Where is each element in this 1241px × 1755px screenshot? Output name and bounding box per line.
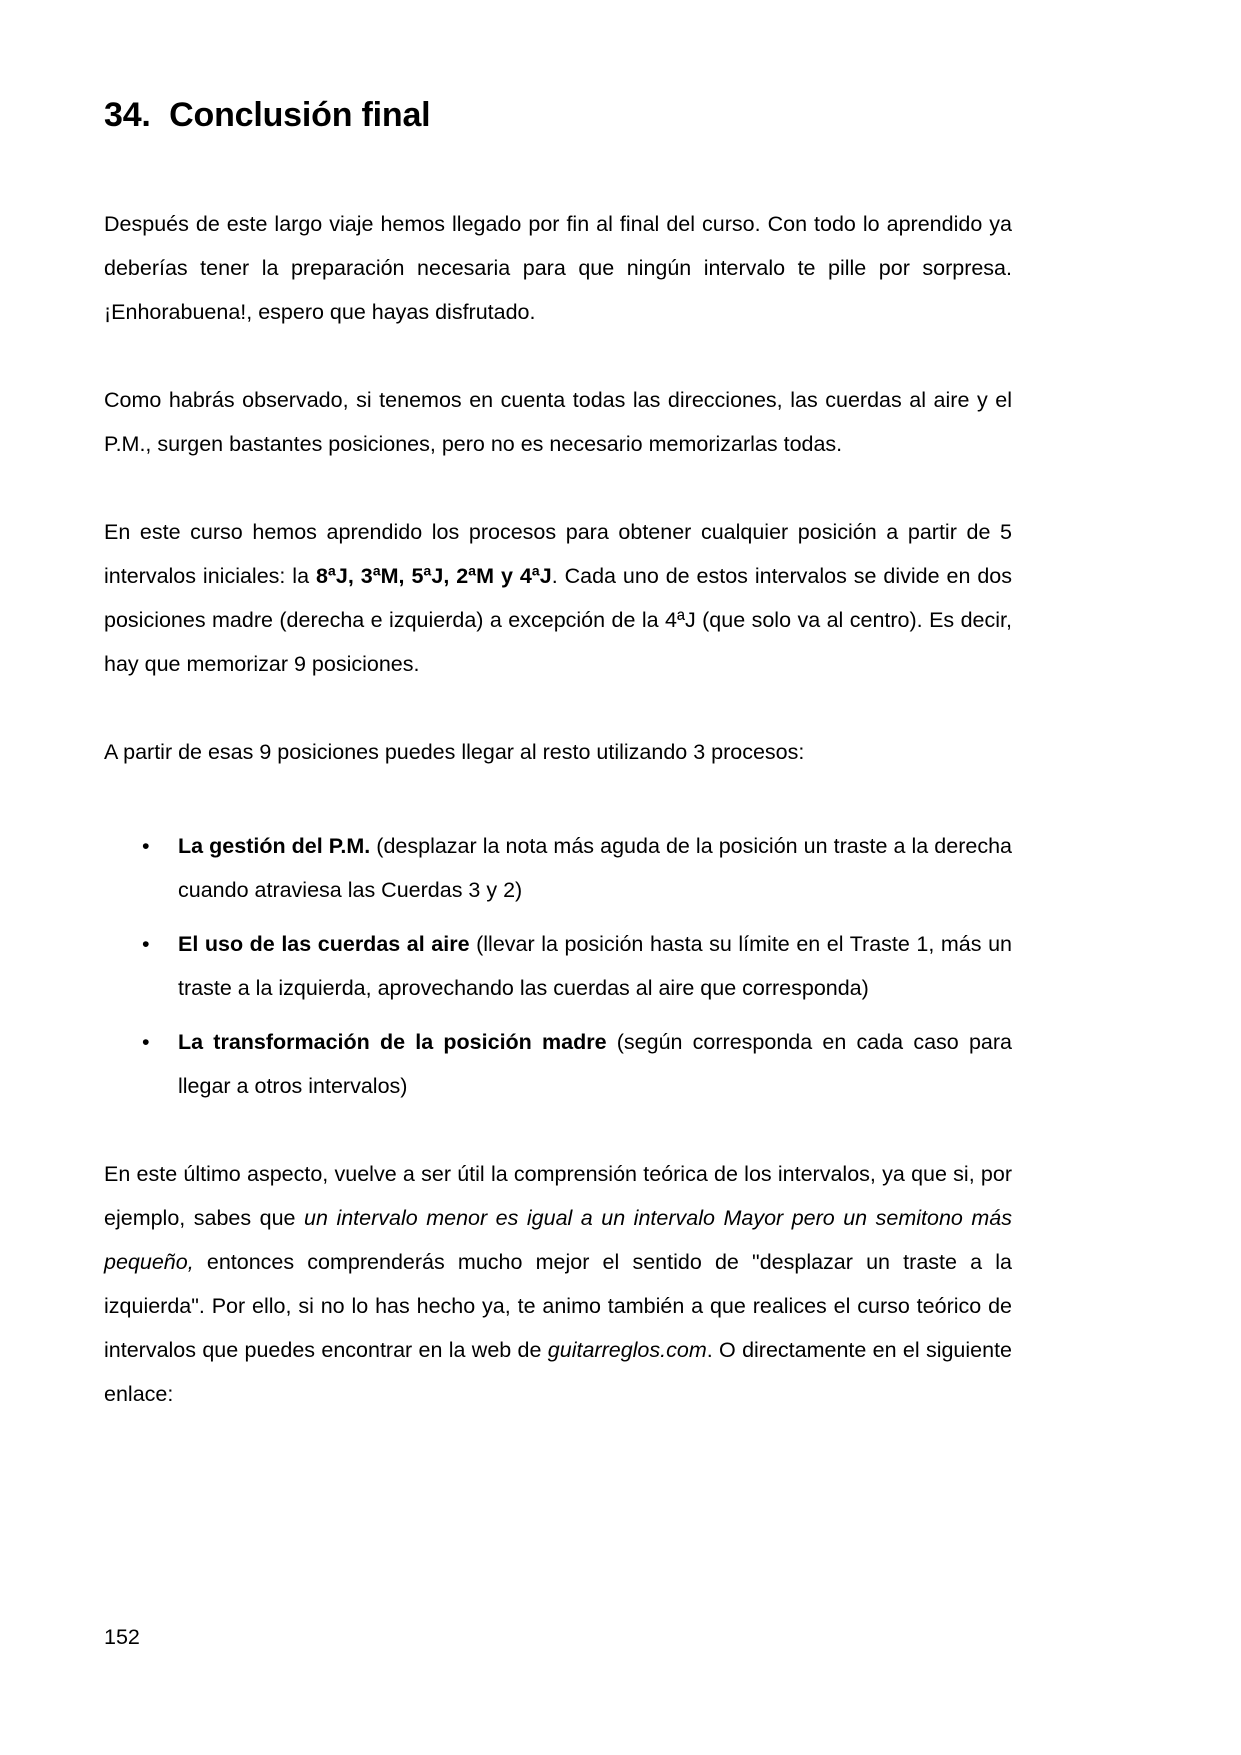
intervals-bold-list: 8ªJ, 3ªM, 5ªJ, 2ªM y 4ªJ [315, 564, 552, 589]
paragraph-processes-lead: A partir de esas 9 posiciones puedes llegar al resto utilizando 3 procesos: [104, 740, 805, 765]
bullet-icon: • [142, 1030, 150, 1055]
list-item-text: (según corresponda en cada caso para llegar a otros intervalos) [178, 1030, 1012, 1099]
paragraph-theory-text-2: entonces comprenderás mucho mejor el sentido de "desplazar un traste a la izquierda". Por ello, si no lo has hecho ya, te animo también a que realices el curso teórico de intervalos que puedes encontrar en la web de [104, 1250, 1012, 1363]
list-item [104, 824, 1012, 912]
paragraph-intervals-text-1: En este curso hemos aprendido los procesos para obtener cualquier posición a partir de 5 intervalos iniciales: la [104, 520, 1012, 589]
list-item-bold-label: El uso de las cuerdas al aire [178, 932, 470, 957]
page-number: 152 [104, 1625, 140, 1649]
paragraph-theory [104, 1152, 1012, 1416]
paragraph-intervals [104, 510, 1012, 686]
list-item-text: (desplazar la nota más aguda de la posición un traste a la derecha cuando atraviesa las Cuerdas 3 y 2) [178, 834, 1012, 903]
bullet-icon: • [142, 932, 150, 957]
list-item-text: (llevar la posición hasta su límite en el Traste 1, más un traste a la izquierda, aprovechando las cuerdas al aire que corresponda) [178, 932, 1012, 1001]
paragraph-theory-text-1: En este último aspecto, vuelve a ser útil la comprensión teórica de los intervalos, ya que si, por ejemplo, sabes que [104, 1162, 1012, 1231]
paragraph-intervals-text-2: . Cada uno de estos intervalos se divide en dos posiciones madre (derecha e izquierda) a excepción de la 4ªJ (que solo va al centro). Es decir, hay que memorizar 9 posiciones. [104, 564, 1012, 677]
paragraph-intro: Después de este largo viaje hemos llegado por fin al final del curso. Con todo lo aprendido ya deberías tener la preparación necesaria para que ningún intervalo te pille por sorpresa. ¡Enhorabuena!, espero que hayas disfrutado. [104, 212, 1012, 325]
paragraph-theory-text-3: . O directamente en el siguiente enlace: [104, 1338, 1013, 1407]
paragraph-observation: Como habrás observado, si tenemos en cuenta todas las direcciones, las cuerdas al aire y el P.M., surgen bastantes posiciones, pero no es necesario memorizarlas todas. [104, 388, 1012, 457]
process-bullet-list [104, 824, 1012, 1108]
bullet-icon: • [142, 834, 150, 859]
list-item-bold-label: La transformación de la posición madre [178, 1030, 607, 1055]
theory-italic-phrase: un intervalo menor es igual a un intervalo Mayor pero un semitono más pequeño, [104, 1206, 1013, 1275]
list-item [104, 922, 1012, 1010]
list-item [104, 1020, 1012, 1108]
page-content [104, 0, 1012, 1416]
website-name: guitarreglos.com [547, 1338, 707, 1363]
page-title: 34. Conclusión final [104, 96, 431, 134]
list-item-bold-label: La gestión del P.M. [178, 834, 371, 859]
